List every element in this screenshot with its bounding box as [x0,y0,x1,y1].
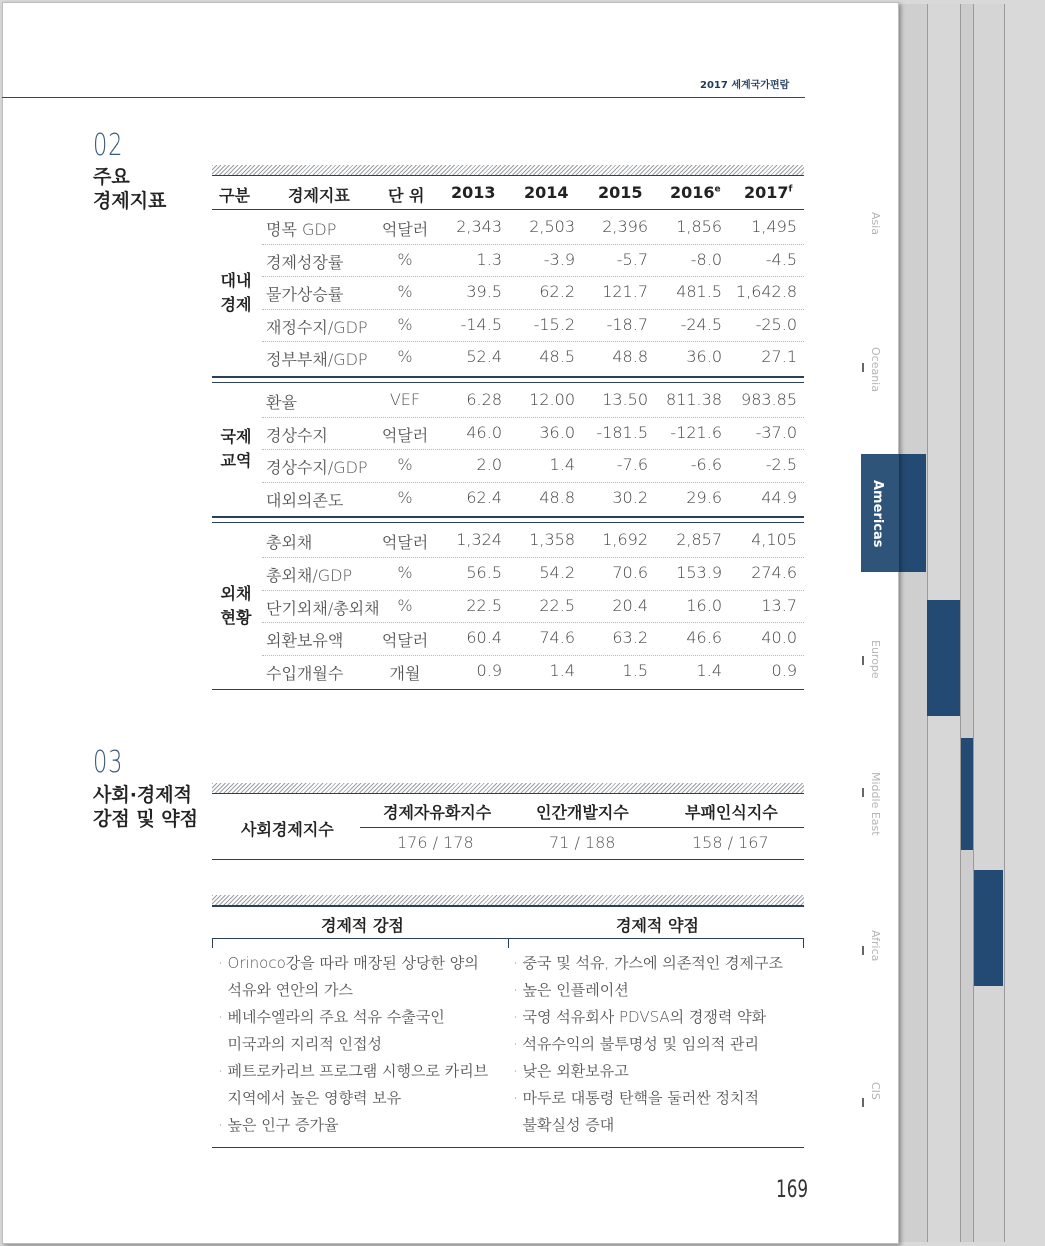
indicator-value: -8.0 [690,249,722,269]
indicator-value: 983.85 [741,390,797,409]
side-nav-item-oceania[interactable]: Oceania [869,347,882,392]
row-divider [262,309,804,310]
side-nav-tick [862,363,864,372]
side-nav-tick [862,656,864,665]
indicator-name: 대외의존도 [266,490,344,510]
col-header-unit: 단 위 [388,186,425,205]
indicator-value: 13.50 [602,390,648,409]
row-divider [262,449,804,450]
group-label [216,269,256,317]
indicator-unit: % [397,595,413,615]
section-title-line: 경제지표 [93,190,167,212]
indicator-value: -6.6 [690,455,722,475]
indicator-value: 56.5 [466,563,502,582]
strength-line: · 높은 인구 증가율 [218,1116,339,1134]
strength-line: · 페트로카리브 프로그램 시행으로 카리브 [218,1062,489,1080]
indicator-value: 0.9 [476,660,502,680]
indicator-value: 2,503 [529,217,575,236]
table-rule [360,827,804,828]
section-title [93,783,198,831]
indicator-value: 1,642.8 [735,282,797,302]
indicator-unit: % [397,314,413,334]
weakness-line: · 높은 인플레이션 [513,981,629,999]
indicator-value: 36.0 [539,422,575,442]
indicator-value: 1.4 [549,660,575,680]
indicator-value: 48.5 [539,347,575,367]
indicator-value: -25.0 [755,314,797,334]
section-title-line: 강점 및 약점 [93,808,198,830]
weakness-line: · 낮은 외환보유고 [513,1062,629,1080]
strength-line: 지역에서 높은 영향력 보유 [218,1089,402,1107]
indicator-value: -24.5 [680,314,722,334]
row-divider [262,590,804,591]
indicator-name: 경상수지 [266,425,328,445]
row-divider [262,482,804,483]
indicator-unit: 개월 [389,663,421,683]
indicator-value: 20.4 [612,595,648,615]
indicator-value: 30.2 [612,487,648,507]
edge-tab [927,600,960,716]
indicator-value: -18.7 [606,314,648,334]
indicator-value: 29.6 [686,487,722,507]
side-nav-item-cis[interactable]: CIS [869,1082,882,1100]
side-nav-tick [862,946,864,955]
col-header-2013: 2013 [451,183,496,202]
section-number: 03 [93,745,124,780]
indicator-unit: VEF [389,390,421,409]
strength-line: 미국과의 지리적 인접성 [218,1035,382,1053]
socio-col-header: 인간개발지수 [536,803,629,822]
indicator-value: 1,358 [529,530,575,550]
year-label: 2017 [744,183,789,202]
side-nav-item-asia[interactable]: Asia [869,212,882,236]
indicator-value: 40.0 [761,628,797,648]
indicator-value: 2,857 [676,530,722,550]
indicator-name: 물가상승률 [266,285,344,305]
indicator-value: 63.2 [612,628,648,648]
indicator-unit: % [397,487,413,507]
indicator-value: -181.5 [596,422,648,442]
group-label-line: 현황 [220,607,252,627]
table-hatch [212,165,804,175]
col-header-2014: 2014 [524,183,569,202]
indicator-value: 2,396 [602,217,648,236]
table-rule [212,793,804,794]
row-divider [262,341,804,342]
indicator-value: -5.7 [616,249,648,269]
indicator-name: 재정수지/GDP [266,317,368,337]
indicator-value: 2.0 [476,455,502,475]
divider-tick [803,938,804,948]
indicator-value: 16.0 [686,595,722,615]
indicator-unit: % [397,455,413,475]
indicator-value: -4.5 [765,249,797,269]
strength-line: · 베네수엘라의 주요 석유 수출국인 [218,1008,445,1026]
weakness-header: 경제적 약점 [616,916,699,935]
indicator-unit: % [397,563,413,582]
indicator-value: 60.4 [466,628,502,648]
group-divider [212,516,804,518]
indicator-value: 121.7 [602,282,648,302]
col-header-indicator: 경제지표 [288,186,350,205]
indicator-unit: 억달러 [381,533,429,553]
group-divider [212,382,804,383]
group-label-line: 교역 [220,451,252,471]
indicator-value: -14.5 [460,314,502,334]
indicator-value: -121.6 [670,422,722,442]
indicator-value: 22.5 [466,595,502,615]
edge-tab [961,738,973,850]
indicator-unit: % [397,347,413,367]
indicator-name: 총외채/GDP [266,566,353,585]
group-label-line: 경제 [220,294,252,314]
indicator-value: 46.0 [466,422,502,442]
table-rule [212,175,804,176]
socio-value: 176 / 178 [397,833,474,852]
divider-tick [212,938,213,948]
indicator-name: 총외채 [266,533,313,553]
indicator-value: 811.38 [666,390,722,409]
indicator-value: 12.00 [529,390,575,409]
indicator-unit: % [397,282,413,302]
weakness-line: · 중국 및 석유, 가스에 의존적인 경제구조 [513,954,783,972]
edge-tab [898,454,926,572]
weakness-line: · 마두로 대통령 탄핵을 둘러싼 정치적 [513,1089,759,1107]
indicator-name: 경상수지/GDP [266,458,368,478]
indicator-value: 0.9 [771,660,797,680]
indicator-value: -37.0 [755,422,797,442]
section-title-line: 사회·경제적 [93,784,192,806]
indicator-name: 외환보유액 [266,631,344,651]
side-nav-item-europe[interactable]: Europe [869,640,882,679]
indicator-value: 153.9 [676,563,722,582]
indicator-value: 46.6 [686,628,722,648]
indicator-unit: 억달러 [381,425,429,445]
indicator-value: 1,692 [602,530,648,550]
indicator-value: 62.4 [466,487,502,507]
page-edge [973,4,1005,1242]
group-label [216,425,256,473]
year-label: 2016 [670,183,715,202]
indicator-value: 1.4 [549,455,575,475]
indicator-value: -3.9 [543,249,575,269]
indicator-value: 1.5 [622,660,648,680]
group-label-line: 국제 [220,427,252,447]
indicator-unit: 억달러 [381,631,429,651]
col-header-2016 [670,183,721,202]
indicator-value: 39.5 [466,282,502,302]
year-superscript: e [714,184,721,195]
indicator-value: 54.2 [539,563,575,582]
running-header: 2017 세계국가편람 [700,80,790,91]
table-rule [212,1147,804,1148]
indicator-name: 수입개월수 [266,663,344,683]
header-divider [2,97,805,98]
indicator-name: 환율 [266,393,297,412]
edge-tab [974,870,1003,986]
row-divider [262,244,804,245]
section-number: 02 [93,128,124,163]
section-title [93,165,166,213]
indicator-value: 4,105 [751,530,797,550]
indicator-value: 1.4 [696,660,722,680]
side-nav-item-middle-east[interactable]: Middle East [869,772,882,836]
table-hatch [212,895,804,905]
indicator-value: 1,495 [751,217,797,236]
indicator-name: 경제성장률 [266,252,344,272]
indicator-value: 36.0 [686,347,722,367]
table-rule [212,209,804,210]
indicator-value: 27.1 [761,347,797,367]
side-nav-tick [862,788,864,797]
indicator-value: -15.2 [533,314,575,334]
weakness-line: · 국영 석유회사 PDVSA의 경쟁력 약화 [513,1008,767,1026]
indicator-value: 2,343 [456,217,502,236]
side-nav-active-label[interactable]: Americas [870,480,885,548]
weakness-line: 불확실성 증대 [513,1116,615,1134]
socio-index-label: 사회경제지수 [241,820,334,839]
row-divider [262,622,804,623]
page-edge [960,4,974,1242]
divider-tick [508,938,509,948]
indicator-value: 74.6 [539,628,575,648]
weakness-line: · 석유수익의 불투명성 및 임의적 관리 [513,1035,759,1053]
socio-col-header: 부패인식지수 [685,803,778,822]
table-rule [212,859,804,860]
col-header-group: 구분 [219,186,250,205]
indicator-value: 6.28 [466,390,502,409]
strength-line: 석유와 연안의 가스 [218,981,353,999]
row-divider [262,417,804,418]
side-nav-item-africa[interactable]: Africa [869,930,882,962]
side-nav-tick [862,1098,864,1107]
indicator-name: 단기외채/총외채 [266,598,380,618]
col-header-2017 [744,183,792,202]
row-divider [262,557,804,558]
indicator-name: 명목 GDP [266,220,337,239]
indicator-value: 1,324 [456,530,502,550]
strength-line: · Orinoco강을 따라 매장된 상당한 양의 [218,954,479,972]
indicator-value: 13.7 [761,595,797,615]
page-edge [897,4,928,1242]
socio-col-header: 경제자유화지수 [383,803,492,822]
indicator-value: 48.8 [612,347,648,367]
row-divider [262,276,804,277]
indicator-value: 44.9 [761,487,797,507]
indicator-unit: 억달러 [381,220,429,239]
indicator-value: 481.5 [676,282,722,302]
indicator-value: 70.6 [612,563,648,582]
indicator-value: 52.4 [466,347,502,367]
indicator-value: -2.5 [765,455,797,475]
col-header-2015: 2015 [598,183,643,202]
table-hatch [212,783,804,793]
indicator-unit: % [397,249,413,269]
indicator-value: -7.6 [616,455,648,475]
year-superscript: f [788,184,793,195]
row-divider [262,655,804,656]
page-number: 169 [776,1175,809,1203]
socio-value: 71 / 188 [549,833,616,852]
group-divider [212,376,804,378]
indicator-value: 1.3 [476,249,502,269]
table-rule [212,905,804,907]
indicator-value: 22.5 [539,595,575,615]
group-divider [212,689,804,690]
strength-header: 경제적 강점 [321,916,404,935]
group-label-line: 대내 [220,270,252,290]
indicator-value: 274.6 [751,563,797,582]
group-label [216,582,256,630]
group-divider [212,522,804,523]
socio-value: 158 / 167 [692,833,769,852]
group-label-line: 외채 [220,583,252,603]
indicator-value: 62.2 [539,282,575,302]
indicator-value: 1,856 [676,217,722,236]
indicator-value: 48.8 [539,487,575,507]
indicator-name: 정부부채/GDP [266,350,368,370]
section-title-line: 주요 [93,166,130,188]
